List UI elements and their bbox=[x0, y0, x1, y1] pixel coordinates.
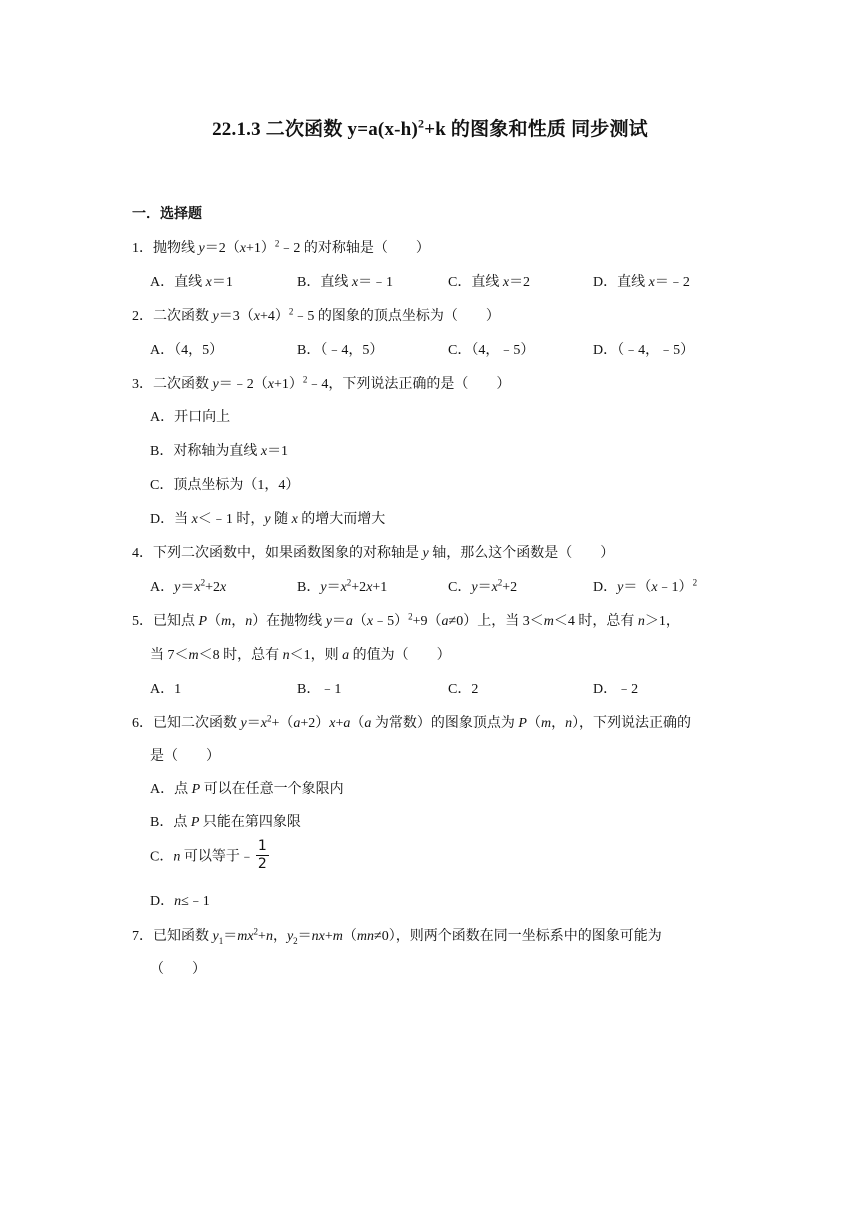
question-4-option-c: C．$y=x^2+2$ bbox=[448, 577, 518, 595]
question-1-option-b: B．直线 x＝﹣1 bbox=[297, 275, 394, 290]
fraction-one-half: $\frac{1}{2}$ bbox=[257, 838, 267, 872]
question-2-option-b: B．（﹣4，5） bbox=[297, 343, 384, 358]
question-1-stem: 1．抛物线 $y=2(x+1)^2﹣2$ 的对称轴是（ ） bbox=[132, 238, 430, 256]
question-5-stem-line-1: 5．已知点 P（m，n）在抛物线 y＝a（x﹣5）$^2$+9（a≠0）上，当 3＜m＜4 时，总有 n＞1， bbox=[132, 611, 680, 629]
question-6-option-d: D．n≤﹣1 bbox=[150, 894, 210, 909]
question-4-option-d: D．y＝（x﹣1）$^2$ bbox=[593, 577, 698, 595]
question-6-stem-line-2: 是（ ） bbox=[150, 749, 220, 764]
question-6-stem-line-1: 6．已知二次函数 $y=x^2+(a+2)x+a(a$ 为常数）的图象顶点为 P（m，n），下列说法正确的 bbox=[132, 713, 692, 731]
question-2-option-c: C．（4，﹣5） bbox=[448, 343, 535, 358]
question-5-option-c: C．2 bbox=[448, 682, 479, 697]
question-3-option-d: D．当 x＜﹣1 时，y 随 x 的增大而增大 bbox=[150, 512, 386, 527]
question-4-stem: 4．下列二次函数中，如果函数图象的对称轴是 y 轴，那么这个函数是（ ） bbox=[132, 546, 615, 561]
question-5-option-b: B．﹣1 bbox=[297, 682, 342, 697]
question-5-option-d: D．﹣2 bbox=[593, 682, 639, 697]
question-2-option-d: D．（﹣4，﹣5） bbox=[593, 343, 695, 358]
question-6-option-b: B．点 P 只能在第四象限 bbox=[150, 815, 301, 830]
question-4-option-a: A．$y=x^2+2x$ bbox=[150, 577, 227, 595]
question-1-option-d: D．直线 x＝﹣2 bbox=[593, 275, 690, 290]
page-title: 22.1.3 二次函数 $y=a(x-h)^2+k$ 的图象和性质 同步测试 bbox=[212, 116, 648, 140]
question-1-option-c: C．直线 x＝2 bbox=[448, 275, 531, 290]
question-7-stem-line-1: 7．已知函数 $y_1=mx^2+n$，$y_2=nx+m(mn\ne 0)$，则两个函数在同一坐标系中的图象可能为 bbox=[132, 926, 662, 946]
question-2-option-a: A．（4，5） bbox=[150, 343, 224, 358]
question-6-option-a: A．点 P 可以在任意一个象限内 bbox=[150, 782, 344, 797]
question-6-option-c: C．n 可以等于﹣ $\frac{1}{2}$ bbox=[150, 838, 267, 872]
question-4-option-b: B．$y=x^2+2x+1$ bbox=[297, 577, 388, 595]
question-3-stem: 3．二次函数 $y=﹣2(x+1)^2﹣4$，下列说法正确的是（ ） bbox=[132, 374, 511, 392]
question-7-stem-line-2: （ ） bbox=[150, 962, 206, 977]
question-5-option-a: A．1 bbox=[150, 682, 182, 697]
section-heading: 一．选择题 bbox=[132, 207, 202, 222]
question-3-option-a: A．开口向上 bbox=[150, 410, 231, 425]
question-3-option-c: C．顶点坐标为（1，4） bbox=[150, 478, 300, 493]
question-3-option-b: B．对称轴为直线 x＝1 bbox=[150, 444, 289, 459]
question-2-stem: 2．二次函数 $y=3(x+4)^2﹣5$ 的图象的顶点坐标为（ ） bbox=[132, 306, 500, 324]
question-5-stem-line-2: 当 7＜m＜8 时，总有 n＜1，则 a 的值为（ ） bbox=[150, 648, 451, 663]
question-1-option-a: A．直线 x＝1 bbox=[150, 275, 233, 290]
